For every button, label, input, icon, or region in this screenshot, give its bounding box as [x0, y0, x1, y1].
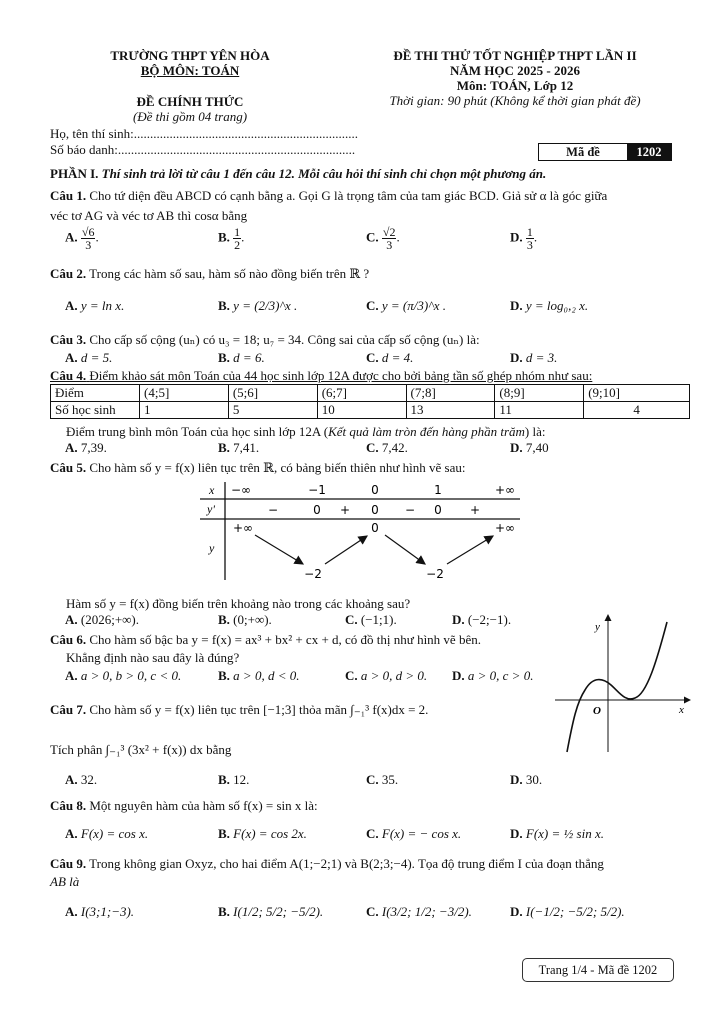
subject: Môn: TOÁN, Lớp 12: [456, 78, 574, 93]
option-text: y = (2/3)^x .: [233, 298, 298, 313]
q1-text1: Cho tứ diện đều ABCD có cạnh bằng a. Gọi G là trọng tâm của tam giác BCD. Giả sử α là góc giữa: [89, 188, 608, 203]
option-key: A.: [65, 298, 78, 313]
fraction: [382, 226, 397, 251]
vt-sign: 0: [313, 503, 321, 517]
q1-text: [50, 188, 607, 204]
fraction: [526, 226, 534, 251]
option-text: (−2;−1).: [467, 612, 512, 627]
option-text: F(x) = cos x.: [80, 826, 149, 841]
decrease-arrow: [255, 535, 303, 564]
denominator: 2: [234, 238, 241, 252]
q6-question: Khẳng định nào sau đây là đúng?: [66, 650, 240, 665]
q4-question-end: ) là:: [524, 424, 546, 439]
table-cell: 1: [140, 402, 229, 419]
q7-option-a: [65, 772, 97, 788]
fraction: [233, 226, 241, 251]
school-name: TRƯỜNG THPT YÊN HÒA: [110, 48, 270, 63]
option-key: B.: [218, 350, 230, 365]
increase-arrow: [447, 536, 493, 564]
option-text: 30.: [525, 772, 543, 787]
vt-x-value: 1: [434, 483, 442, 497]
numerator: √2: [382, 225, 396, 239]
q5-option-a: [65, 612, 139, 628]
vt-y-value: −2: [304, 567, 322, 581]
q1-label: Câu 1.: [50, 188, 87, 203]
q1-option-b: B. $\frac{1}{2}$ .: [218, 225, 245, 252]
q4-option-b: [218, 440, 259, 456]
option-text: d = 4.: [381, 350, 414, 365]
option-text: 35.: [381, 772, 399, 787]
denominator: 3: [526, 238, 533, 252]
option-text: d = 6.: [233, 350, 265, 365]
q4-option-c: [366, 440, 408, 456]
q9-text: [50, 856, 604, 872]
option-text: (2026;+∞).: [80, 612, 140, 627]
option-text: I(1/2; 5/2; −5/2).: [233, 904, 324, 919]
option-key: C.: [366, 826, 379, 841]
q4-body: Điểm khảo sát môn Toán của 44 học sinh lớp 12A được cho bởi bảng tần số ghép nhóm như sau:: [89, 368, 593, 383]
option-text: 32.: [80, 772, 98, 787]
q3-option-a: [65, 350, 112, 366]
q6-option-b: [218, 668, 299, 684]
table-cell: (9;10]: [584, 385, 690, 402]
option-key: B.: [218, 440, 230, 455]
q7-question: Tích phân ∫₋₁³ (3x² + f(x)) dx bằng: [50, 742, 232, 757]
q2-option-c: [366, 298, 446, 314]
option-text: F(x) = ½ sin x.: [525, 826, 604, 841]
q8-text: [50, 798, 318, 814]
option-key: A.: [65, 826, 78, 841]
table-cell: (7;8]: [406, 385, 495, 402]
denominator: 3: [386, 238, 393, 252]
table-cell: 10: [317, 402, 406, 419]
option-text: y = ln x.: [80, 298, 125, 313]
numerator: √6: [81, 225, 95, 239]
table-cell: 11: [495, 402, 584, 419]
q8-label: Câu 8.: [50, 798, 87, 813]
denominator: 3: [85, 238, 92, 252]
graph-x-label: x: [679, 704, 684, 716]
q5-option-d: [452, 612, 511, 628]
q9-option-a: [65, 904, 134, 920]
q3-text: [50, 332, 480, 348]
header-left: [60, 48, 320, 124]
table-cell: 4: [584, 402, 690, 419]
exam-title: ĐỀ THI THỬ TỐT NGHIỆP THPT LẦN II: [393, 48, 637, 63]
exam-time: Thời gian: 90 phút (Không kể thời gian phát đề): [389, 93, 641, 108]
table-header-cell: Số học sinh: [51, 402, 140, 419]
table-cell: (8;9]: [495, 385, 584, 402]
q9-option-d: [510, 904, 625, 920]
q1-option-d: D. $\frac{1}{3}$ .: [510, 225, 538, 252]
q6-option-d: [452, 668, 533, 684]
vt-x-value: −1: [308, 483, 326, 497]
option-text: F(x) = − cos x.: [381, 826, 462, 841]
name-field: Họ, tên thí sinh:.....................................................................: [50, 126, 359, 141]
option-key: A.: [65, 440, 78, 455]
vt-sign: −: [404, 503, 416, 517]
q3-option-d: [510, 350, 557, 366]
option-key: B.: [218, 229, 230, 245]
option-key: C.: [345, 668, 358, 683]
q6-text: [50, 632, 481, 648]
table-row: [51, 402, 690, 419]
option-key: D.: [510, 826, 523, 841]
option-key: C.: [366, 298, 379, 313]
vt-y-value: +∞: [232, 521, 254, 535]
vt-sign: +: [339, 503, 351, 517]
q9-option-c: [366, 904, 472, 920]
q1-option-a: A. $\frac{√6}{3}$ .: [65, 225, 99, 252]
option-key: C.: [366, 229, 379, 245]
vt-y-value: +∞: [494, 521, 516, 535]
decrease-arrow: [385, 535, 425, 564]
vt-y-value: 0: [371, 521, 379, 535]
table-cell: (4;5]: [140, 385, 229, 402]
q4-label: Câu 4.: [50, 368, 87, 383]
school-year: NĂM HỌC 2025 - 2026: [450, 63, 580, 78]
vt-sign: 0: [434, 503, 442, 517]
increase-arrow: [325, 536, 367, 564]
table-header-cell: Điểm: [51, 385, 140, 402]
option-key: B.: [218, 668, 230, 683]
option-text: (0;+∞).: [233, 612, 272, 627]
q2-option-b: [218, 298, 297, 314]
q5-label: Câu 5.: [50, 460, 87, 475]
option-key: D.: [452, 612, 465, 627]
table-cell: (5;6]: [228, 385, 317, 402]
q3-option-c: [366, 350, 413, 366]
option-key: C.: [366, 350, 379, 365]
option-text: I(3;1;−3).: [80, 904, 135, 919]
exam-code-label: Mã đề: [566, 145, 600, 159]
option-text: d = 5.: [80, 350, 113, 365]
q8-body: Một nguyên hàm của hàm số f(x) = sin x là:: [89, 798, 318, 813]
page-footer: Trang 1/4 - Mã đề 1202: [522, 958, 674, 982]
q9-option-b: [218, 904, 323, 920]
q8-option-c: [366, 826, 461, 842]
q9-label: Câu 9.: [50, 856, 87, 871]
q4-option-d: [510, 440, 549, 456]
exam-code-box: [538, 143, 672, 161]
option-key: D.: [510, 440, 523, 455]
vt-sign: 0: [371, 503, 379, 517]
variation-table: [195, 480, 525, 585]
fraction: [81, 226, 96, 251]
vt-y-label: y: [209, 541, 215, 555]
q2-option-a: [65, 298, 124, 314]
table-cell: 13: [406, 402, 495, 419]
option-text: a > 0, c > 0.: [467, 668, 534, 683]
q1-text2: véc tơ AG và véc tơ AB thì cosα bằng: [50, 208, 248, 223]
option-text: 12.: [233, 772, 250, 787]
q7-text: [50, 702, 428, 718]
q4-question-italic: Kết quả làm tròn đến hàng phần trăm: [328, 424, 525, 439]
numerator: 1: [526, 225, 533, 239]
q6-option-c: [345, 668, 427, 684]
option-key: A.: [65, 904, 78, 919]
department: BỘ MÔN: TOÁN: [140, 63, 240, 78]
cubic-graph: [555, 610, 695, 755]
option-key: B.: [218, 826, 230, 841]
option-text: y = (π/3)^x .: [381, 298, 446, 313]
q4-question: [66, 424, 545, 440]
q2-text: [50, 266, 369, 282]
vt-y-value: −2: [426, 567, 444, 581]
option-key: C.: [345, 612, 358, 627]
vt-sign: −: [267, 503, 279, 517]
option-text: I(−1/2; −5/2; 5/2).: [525, 904, 625, 919]
vt-x-value: −∞: [230, 483, 252, 497]
q6-label: Câu 6.: [50, 632, 87, 647]
section-instruction: Thí sinh trả lời từ câu 1 đến câu 12. Mỗi câu hỏi thí sinh chỉ chọn một phương án.: [101, 166, 547, 181]
option-key: D.: [510, 229, 523, 245]
option-key: D.: [510, 350, 523, 365]
section-heading: [50, 166, 546, 182]
option-key: C.: [366, 904, 379, 919]
section-title: PHẦN I.: [50, 166, 99, 181]
option-key: B.: [218, 612, 230, 627]
exam-code-value: 1202: [627, 144, 671, 160]
option-key: A.: [65, 350, 78, 365]
table-cell: 5: [228, 402, 317, 419]
graph-origin-label: O: [593, 705, 601, 717]
option-key: A.: [65, 229, 78, 245]
q3-body: Cho cấp số cộng (uₙ) có u₃ = 18; u₇ = 34. Công sai của cấp số cộng (uₙ) là:: [89, 332, 480, 347]
q3-label: Câu 3.: [50, 332, 87, 347]
q1-option-c: C. $\frac{√2}{3}$ .: [366, 225, 400, 252]
option-key: A.: [65, 668, 78, 683]
option-text: F(x) = cos 2x.: [233, 826, 307, 841]
q5-text: [50, 460, 465, 476]
vt-x-label: x: [209, 483, 215, 497]
graph-y-label: y: [595, 621, 600, 633]
q5-option-c: [345, 612, 397, 628]
option-key: B.: [218, 904, 230, 919]
q4-question-start: Điểm trung bình môn Toán của học sinh lớp 12A (: [66, 424, 329, 439]
q2-label: Câu 2.: [50, 266, 87, 281]
option-text: y = log₀,₂ x.: [525, 298, 589, 313]
id-field: Số báo danh:.........................................................................: [50, 142, 356, 157]
option-text: 7,41.: [233, 440, 260, 455]
q9-text2: AB là: [50, 874, 80, 889]
option-text: a > 0, d > 0.: [360, 668, 428, 683]
option-text: a > 0, b > 0, c < 0.: [80, 668, 182, 683]
q5-body: Cho hàm số y = f(x) liên tục trên ℝ, có bảng biến thiên như hình vẽ sau:: [89, 460, 466, 475]
option-key: B.: [218, 772, 230, 787]
option-text: a > 0, d < 0.: [233, 668, 300, 683]
option-text: I(3/2; 1/2; −3/2).: [381, 904, 472, 919]
option-key: C.: [366, 772, 379, 787]
vt-x-value: 0: [371, 483, 379, 497]
q8-option-b: [218, 826, 307, 842]
q4-option-a: [65, 440, 107, 456]
vt-sign: +: [469, 503, 481, 517]
option-key: D.: [510, 904, 523, 919]
table-cell: (6;7]: [317, 385, 406, 402]
official-label: ĐỀ CHÍNH THỨC: [136, 94, 244, 109]
q7-label: Câu 7.: [50, 702, 87, 717]
q7-option-c: [366, 772, 398, 788]
q6-option-a: [65, 668, 181, 684]
option-text: (−1;1).: [360, 612, 397, 627]
q5-question: Hàm số y = f(x) đồng biến trên khoảng nào trong các khoảng sau?: [66, 596, 411, 611]
frequency-table: [50, 384, 690, 419]
q7-option-d: [510, 772, 542, 788]
q6-body: Cho hàm số bậc ba y = f(x) = ax³ + bx² + cx + d, có đồ thị như hình vẽ bên.: [89, 632, 481, 647]
header-right: [340, 48, 690, 108]
option-key: C.: [366, 440, 379, 455]
option-key: A.: [65, 612, 78, 627]
cubic-curve: [567, 622, 667, 752]
q4-text: [50, 368, 592, 384]
q8-option-d: [510, 826, 604, 842]
option-key: D.: [510, 772, 523, 787]
q9-text1: Trong không gian Oxyz, cho hai điểm A(1;−2;1) và B(2;3;−4). Tọa độ trung điểm I của đoạn thẳng: [89, 856, 604, 871]
q7-body: Cho hàm số y = f(x) liên tục trên [−1;3] thỏa mãn ∫₋₁³ f(x)dx = 2.: [89, 702, 429, 717]
table-row: [51, 385, 690, 402]
q8-option-a: [65, 826, 148, 842]
option-key: B.: [218, 298, 230, 313]
option-key: D.: [452, 668, 465, 683]
q7-option-b: [218, 772, 249, 788]
q3-option-b: [218, 350, 265, 366]
option-key: A.: [65, 772, 78, 787]
option-text: d = 3.: [525, 350, 558, 365]
vt-x-value: +∞: [494, 483, 516, 497]
option-text: 7,42.: [381, 440, 408, 455]
vt-yp-label: y': [207, 502, 215, 516]
numerator: 1: [234, 225, 241, 239]
pages-note: (Đề thi gồm 04 trang): [132, 109, 248, 124]
q5-option-b: [218, 612, 272, 628]
option-text: 7,39.: [80, 440, 107, 455]
option-key: D.: [510, 298, 523, 313]
option-text: 7,40: [525, 440, 549, 455]
q2-body: Trong các hàm số sau, hàm số nào đồng biến trên ℝ ?: [89, 266, 370, 281]
q2-option-d: [510, 298, 588, 314]
